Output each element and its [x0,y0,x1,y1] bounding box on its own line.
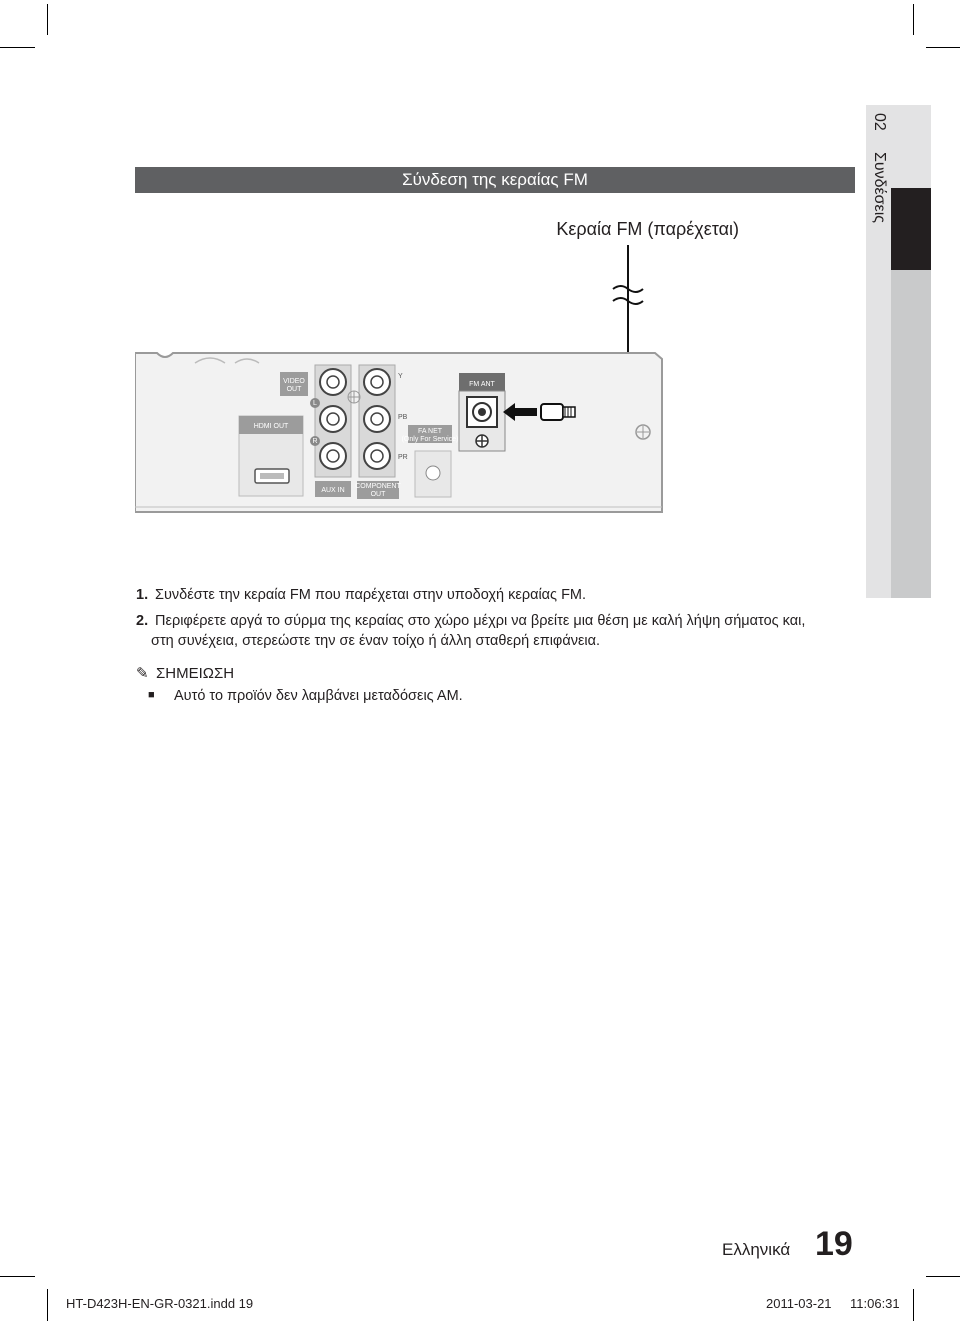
step-number: 2. [136,613,149,629]
crop-mark [913,4,914,35]
footer-language: Ελληνικά [722,1240,791,1259]
fm-ant-label: FM ANT [469,381,495,388]
svg-text:OUT: OUT [370,491,386,498]
pencil-icon: ✎ [136,665,149,682]
note-title: ΣΗΜΕΙΩΣΗ [156,665,235,682]
aux-in-label: AUX IN [321,487,345,494]
crop-mark [0,47,35,48]
diagram-caption: Κεραία FM (παρέχεται) [556,219,739,239]
chapter-number: 02 [871,113,888,131]
step-text: στη συνέχεια, στερεώστε την σε έναν τοίχο ή άλλη σταθερή επιφάνεια. [151,633,601,649]
svg-text:Y: Y [398,373,403,380]
step-number: 1. [136,587,149,603]
crop-mark [913,1289,914,1321]
page-number: 19 [815,1225,853,1263]
note-item: Αυτό το προϊόν δεν λαμβάνει μεταδόσεις ΑΜ. [174,688,463,704]
step-text: Περιφέρετε αργά το σύρμα της κεραίας στο χώρο μέχρι να βρείτε μια θέση με καλή λήψη σήματος και, [155,613,806,629]
svg-text:(Only For Service): (Only For Service) [401,436,459,443]
component-out-label: COMPONENT [355,483,401,490]
crop-mark [0,1276,35,1277]
slug-date: 2011-03-21 [766,1296,832,1311]
svg-text:L: L [313,400,317,407]
svg-text:PR: PR [398,454,408,461]
svg-text:OUT: OUT [286,386,302,393]
step-2 [136,612,805,631]
svg-text:PB: PB [398,414,408,421]
antenna-plug-icon [541,404,563,420]
note-heading [136,664,234,682]
crop-mark [926,1276,960,1277]
hdmi-out-label: HDMI OUT [253,423,289,430]
chapter-tab-band [891,270,931,598]
crop-mark [47,1289,48,1321]
crop-mark [926,47,960,48]
svg-text:R: R [312,438,318,445]
section-title: Σύνδεση της κεραίας FM [135,167,855,193]
bullet-icon: ■ [148,689,155,701]
slug-file: HT-D423H-EN-GR-0321.indd 19 [66,1296,254,1311]
chapter-label: Συνδέσεις [871,152,888,223]
step-2-continued [151,632,600,651]
rear-panel-diagram [135,245,675,520]
step-1 [136,586,586,605]
slug-time: 11:06:31 [850,1296,900,1311]
fa-net-label: FA NET [417,428,443,435]
video-out-label: VIDEO [283,378,305,385]
chapter-tab-marker [891,188,931,270]
crop-mark [47,4,48,35]
step-text: Συνδέστε την κεραία FM που παρέχεται στην υποδοχή κεραίας FM. [155,587,587,603]
